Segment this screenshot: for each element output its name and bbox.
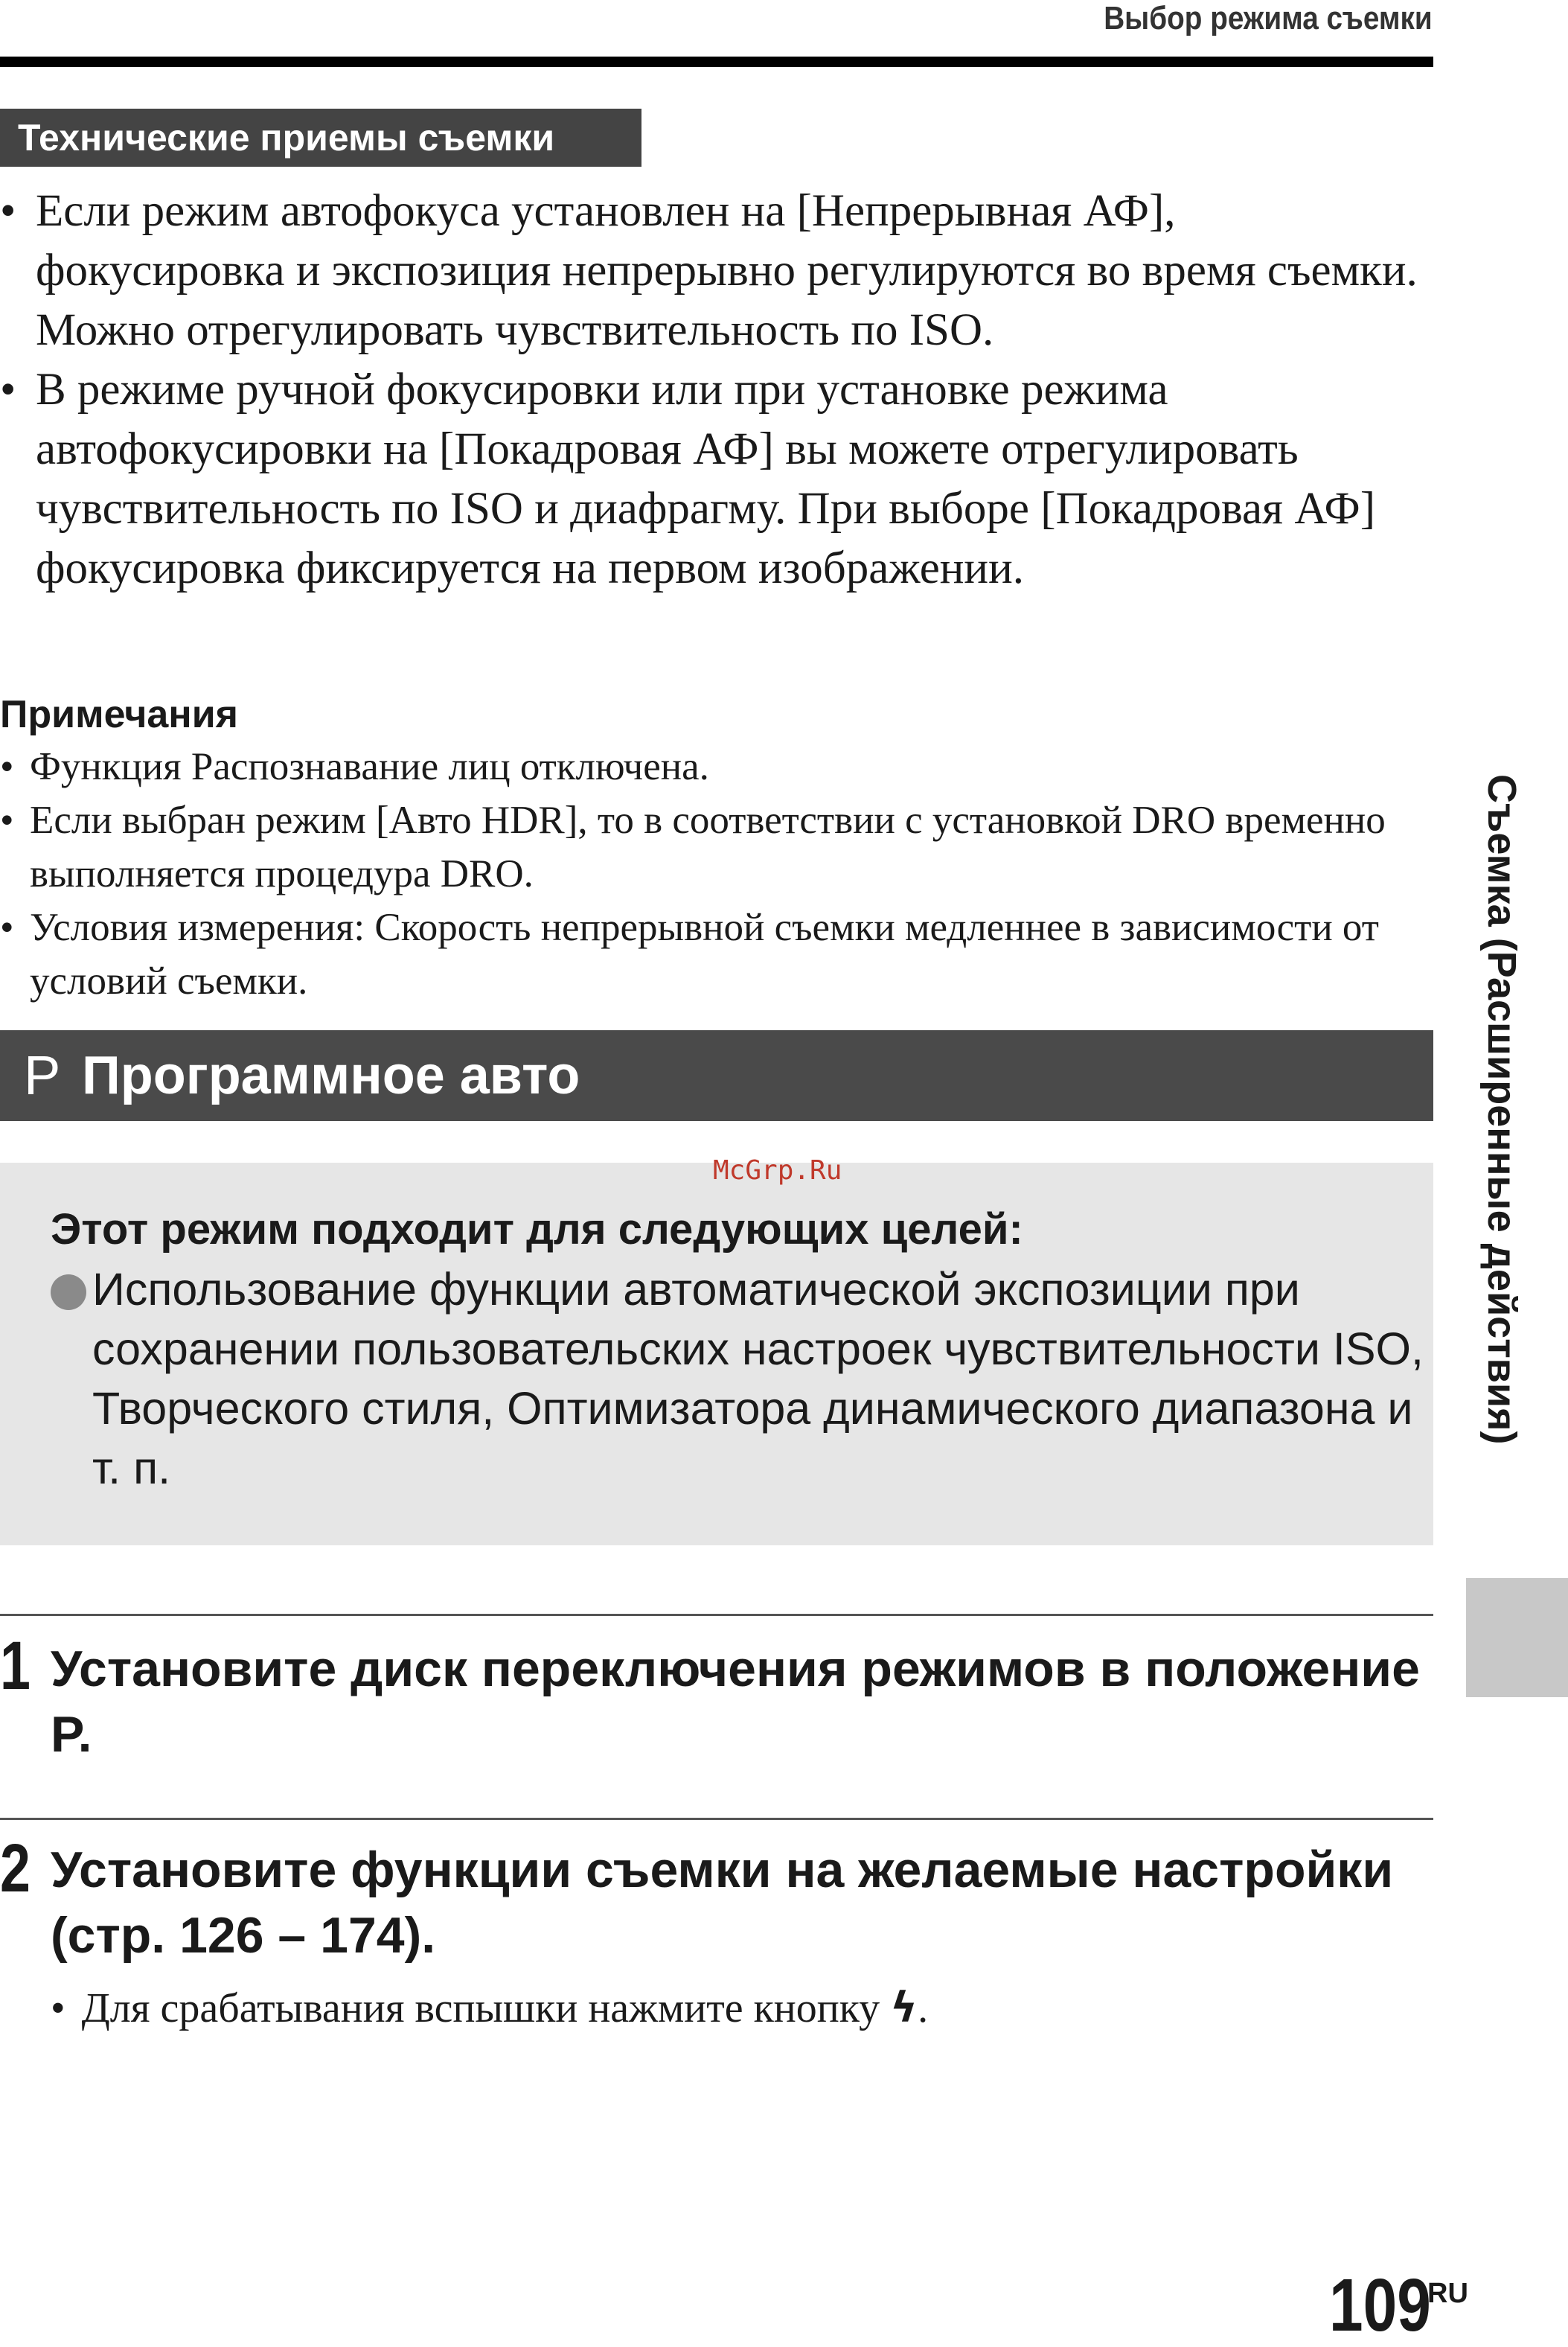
mode-title-bar — [0, 1030, 1433, 1121]
techniques-item — [0, 360, 1433, 598]
step-divider — [0, 1818, 1433, 1820]
step-text: Установите диск переключения режимов в положение P. — [51, 1641, 1420, 1763]
header-rule — [0, 57, 1433, 67]
techniques-item-text: Если режим автофокуса установлен на [Непрерывная АФ], фокусировка и экспозиция непрерывно регулируются во время съемки. Можно отрегулировать чувствительность по ISO. — [36, 186, 1418, 355]
side-section-text: Съемка (Расширенные действия) — [1479, 774, 1524, 1445]
techniques-item — [0, 182, 1433, 360]
flash-icon: ϟ — [890, 1984, 918, 2032]
note-item — [0, 793, 1433, 901]
techniques-item-text: В режиме ручной фокусировки или при установке режима автофокусировки на [Покадровая АФ] вы можете отрегулировать чувствительность по ISO и диафрагму. При выборе [Покадровая АФ] фокусировка фиксируется на первом изображении. — [36, 365, 1376, 593]
watermark: McGrp.Ru — [713, 1155, 842, 1186]
bullet: • — [0, 745, 14, 788]
circle-bullet-icon — [51, 1274, 86, 1310]
purpose-text: Использование функции автоматической экспозиции при сохранении пользовательских настроек чувствительности ISO, Творческого стиля, Оптимизатора динамического диапазона и т. п. — [92, 1264, 1424, 1493]
page-number-suffix: RU — [1427, 2278, 1468, 2309]
section-header-title: Выбор режима съемки — [1104, 0, 1433, 36]
step-divider — [0, 1614, 1433, 1616]
step-text: Установите функции съемки на желаемые настройки (стр. 126 – 174). — [51, 1842, 1394, 1964]
flash-note — [51, 1979, 928, 2038]
note-item-text: Если выбран режим [Авто HDR], то в соответствии с установкой DRO временно выполняется процедура DRO. — [30, 799, 1386, 895]
bullet: • — [0, 186, 16, 236]
step-number: 1 — [0, 1628, 31, 1704]
side-tab-marker — [1466, 1578, 1568, 1697]
techniques-label: Технические приемы съемки — [0, 109, 641, 167]
bullet: • — [51, 1985, 65, 2031]
note-item-text: Условия измерения: Скорость непрерывной съемки медленнее в зависимости от условий съемки. — [30, 906, 1379, 1003]
step-number: 2 — [0, 1830, 31, 1906]
flash-note-text: Для срабатывания вспышки нажмите кнопку — [81, 1985, 880, 2031]
side-section-label — [1481, 774, 1523, 1545]
bullet: • — [0, 906, 14, 949]
note-item — [0, 901, 1433, 1008]
page-number: 109 — [1329, 2264, 1431, 2347]
bullet: • — [0, 365, 16, 415]
note-item-text: Функция Распознавание лиц отключена. — [30, 745, 709, 788]
bullet: • — [0, 799, 14, 842]
note-item — [0, 740, 1433, 793]
mode-letter: P — [24, 1044, 61, 1106]
notes-heading: Примечания — [0, 693, 239, 736]
mode-title: Программное авто — [82, 1046, 580, 1105]
flash-note-end: . — [918, 1985, 929, 2031]
purpose-heading: Этот режим подходит для следующих целей: — [51, 1205, 1023, 1254]
